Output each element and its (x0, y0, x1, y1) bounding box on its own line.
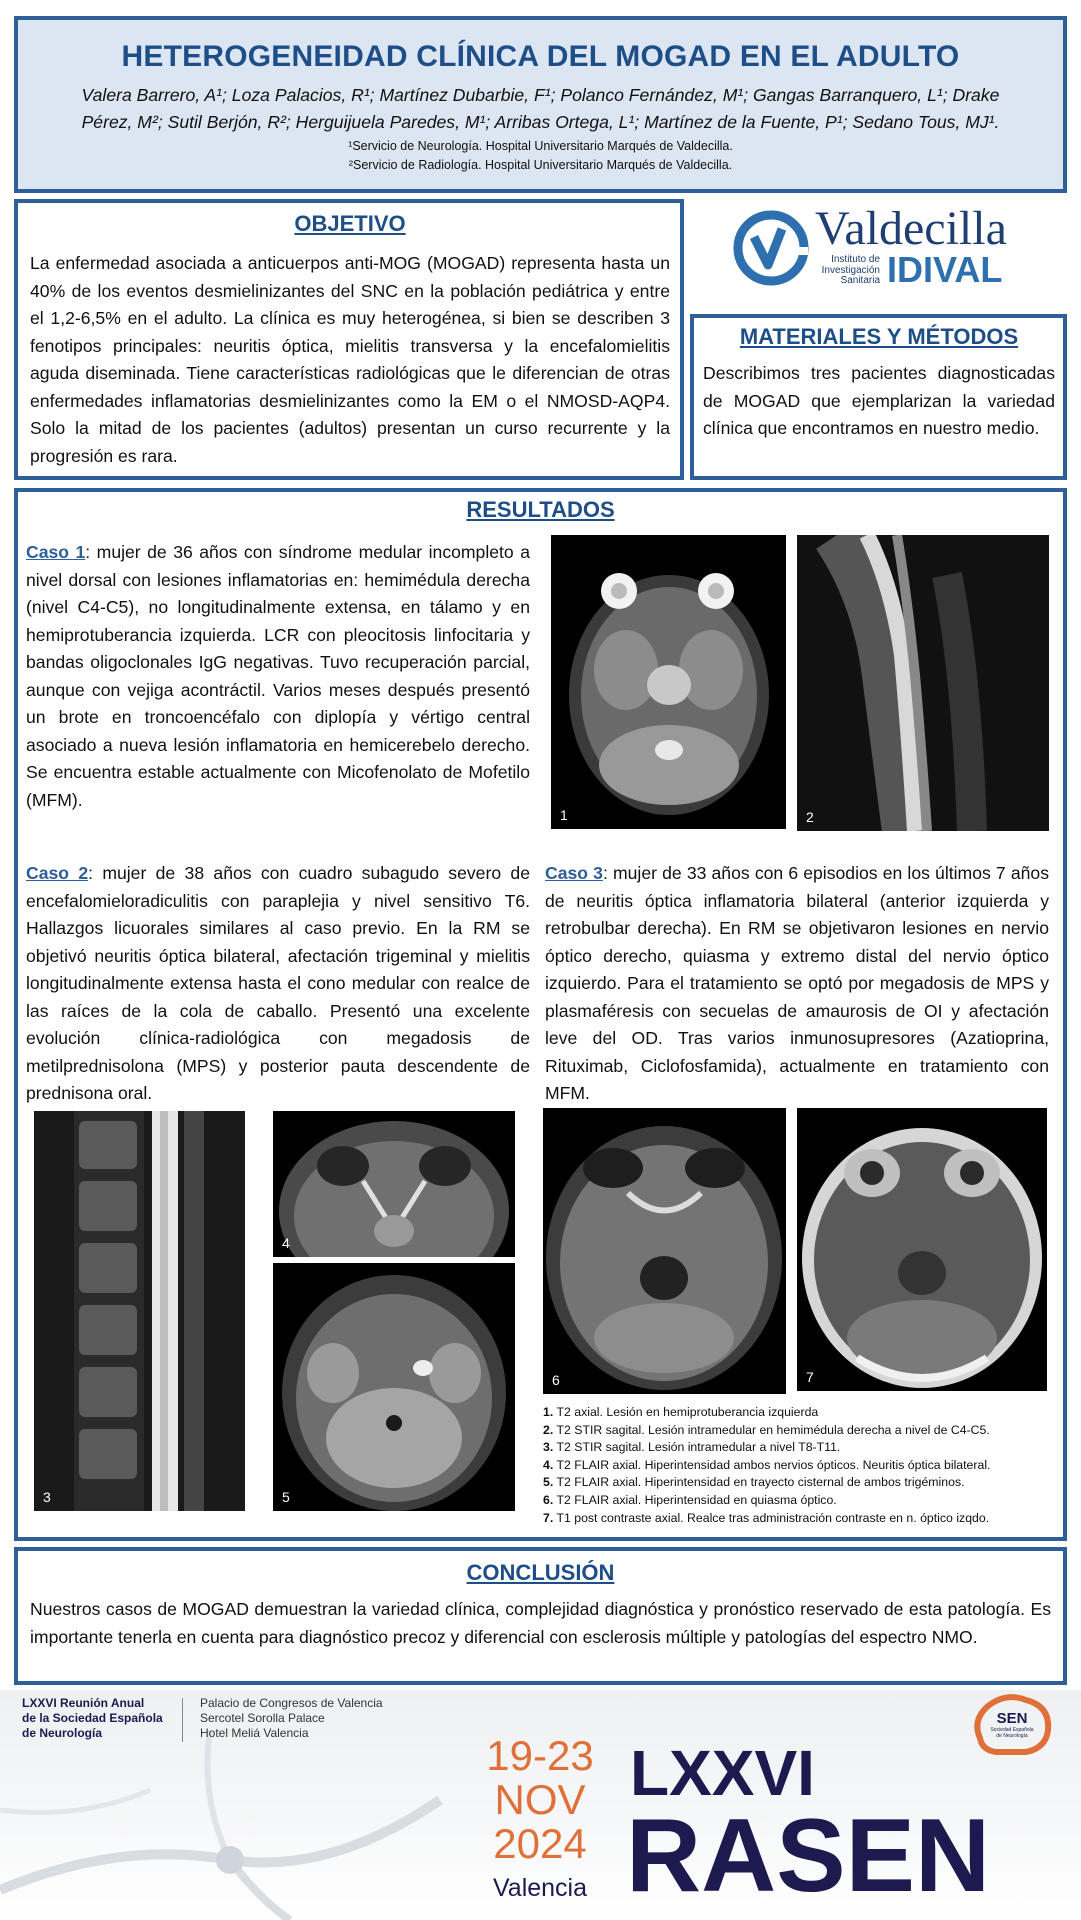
mri-image-5 (273, 1263, 515, 1511)
logo-name: Valdecilla (815, 202, 1007, 255)
image-number: 7 (806, 1369, 814, 1385)
congress-dates: 19-23 NOV 2024 (486, 1732, 594, 1867)
mri-axial-posterior-fossa-icon (273, 1263, 515, 1511)
caso1-label: Caso 1 (26, 542, 86, 562)
caption-6: 6. T2 FLAIR axial. Hiperintensidad en quiasma óptico. (543, 1492, 837, 1507)
affiliation-neurologia: ¹Servicio de Neurología. Hospital Universitario Marqués de Valdecilla. (348, 139, 733, 153)
sen-logo: SEN Sociedad Española de Neurología (966, 1690, 1058, 1760)
image-number: 1 (560, 807, 568, 823)
header-box (14, 16, 1067, 193)
caso1-text: Caso 1: mujer de 36 años con síndrome medular incompleto a nivel dorsal con lesiones inflamatorias en: hemimédula derecha (nivel C4-C5), no longitudinalmente extensa, en tálamo y en hemiprotuberancia izquierda. LCR con pleocitosis linfocitaria y bandas oligoclonales IgG negativas. Tuvo recuperación parcial, aunque con vejiga acontráctil. Varios meses después presentó un brote en troncoencéfalo con diplopía y vértigo central asociado a nueva lesión inflamatoria en hemicerebelo derecho. Se encuentra estable actualmente con Micofenolato de Mofetilo (MFM). (26, 542, 530, 810)
poster-title: HETEROGENEIDAD CLÍNICA DEL MOGAD EN EL ADULTO (121, 40, 960, 73)
objetivo-box (14, 199, 684, 480)
conclusion-box (14, 1547, 1067, 1685)
mri-image-6 (543, 1108, 786, 1394)
authors (18, 82, 1063, 136)
caption-5: 5. T2 FLAIR axial. Hiperintensidad en trayecto cisternal de ambos trigéminos. (543, 1475, 965, 1490)
materiales-title: MATERIALES Y MÉTODOS (739, 324, 1019, 349)
roman-edition: LXXVI (630, 1737, 815, 1809)
caption-3: 3. T2 STIR sagital. Lesión intramedular a nivel T8-T11. (543, 1440, 841, 1455)
conclusion-title: CONCLUSIÓN (466, 1560, 615, 1585)
mri-axial-orbits-icon (273, 1111, 515, 1257)
image-number: 5 (282, 1489, 290, 1505)
meeting-name: LXXVI Reunión Anual de la Sociedad Española de Neurología (22, 1696, 163, 1740)
mri-image-2 (797, 535, 1049, 831)
affiliations (18, 137, 1063, 175)
valdecilla-emblem-icon (730, 207, 812, 289)
conclusion-text: Nuestros casos de MOGAD demuestran la variedad clínica, complejidad diagnóstica y pronóstico reservado de esta patología. Es importante tenerla en cuenta para diagnóstico precoz y diferencial con esclerosis múltiple y patologías del espectro NMO. (30, 1599, 1051, 1647)
mri-image-4 (273, 1111, 515, 1257)
objetivo-title: OBJETIVO (294, 211, 406, 236)
image-number: 3 (43, 1489, 51, 1505)
authors-line-1: Valera Barrero, A¹; Loza Palacios, R¹; Martínez Dubarbie, F¹; Polanco Fernández, M¹; Gangas Barranquero, L¹; Drake (81, 85, 1000, 105)
mri-image-1 (551, 535, 786, 829)
image-number: 6 (552, 1372, 560, 1388)
caso2-label: Caso 2 (26, 863, 89, 883)
mri-axial-chiasm-icon (543, 1108, 786, 1394)
logo-brand: IDIVAL (887, 249, 1003, 290)
figure-captions (543, 1404, 1058, 1527)
materiales-text: Describimos tres pacientes diagnosticadas de MOGAD que ejemplarizan la variedad clínica que encontramos en nuestro medio. (703, 363, 1055, 438)
caso2-text: Caso 2: mujer de 38 años con cuadro subagudo severo de encefalomieloradiculitis con paraplejia y nivel sensitivo T6. Hallazgos licuorales similares al caso previo. En la RM se objetivó neuritis óptica bilateral, afectación trigeminal y mielitis longitudinalmente extensa hasta el cono medular con realce de las raíces de la cola de caballo. Presentó una excelente evolución clínica-radiológica con megadosis de metilprednisolona (MPS) y posterior pauta descendente de prednisona oral. (26, 863, 530, 1103)
mri-axial-t1-contrast-icon (797, 1108, 1047, 1391)
mri-image-3 (34, 1111, 245, 1511)
objetivo-text: La enfermedad asociada a anticuerpos anti-MOG (MOGAD) representa hasta un 40% de los eventos desmielinizantes del SNC en la población pediátrica y entre el 1,2-6,5% en el adulto. La clínica es muy heterogénea, si bien se describen 3 fenotipos principales: neuritis óptica, mielitis transversa y la encefalomielitis aguda diseminada. Tiene características radiológicas que le diferencian de otras enfermedades inflamatorias desmielinizantes como la EM o el NMOSD-AQP4. Solo la mitad de los pacientes (adultos) presentan un curso recurrente y la progresión es rara. (30, 253, 670, 466)
logo-subtitle: Instituto de Investigación Sanitaria (821, 254, 880, 286)
caso3-label: Caso 3 (545, 863, 603, 883)
congress-city: Valencia (492, 1874, 588, 1902)
image-number: 2 (806, 809, 814, 825)
mri-image-7 (797, 1108, 1047, 1391)
caption-4: 4. T2 FLAIR axial. Hiperintensidad ambos nervios ópticos. Neuritis óptica bilateral. (543, 1457, 991, 1472)
resultados-title: RESULTADOS (466, 497, 615, 522)
affiliation-radiologia: ²Servicio de Radiología. Hospital Universitario Marqués de Valdecilla. (348, 158, 733, 172)
caption-2: 2. T2 STIR sagital. Lesión intramedular en hemimédula derecha a nivel de C4-C5. (543, 1422, 990, 1437)
materiales-box (690, 314, 1067, 480)
authors-line-2: Pérez, M²; Sutil Berjón, R²; Herguijuela Paredes, M¹; Arribas Ortega, L¹; Martínez de la Fuente, P¹; Sedano Tous, MJ¹. (81, 112, 1000, 132)
mri-sagittal-cervical-icon (797, 535, 1049, 831)
banner-divider (182, 1698, 183, 1742)
congress-banner (0, 1690, 1081, 1920)
caption-7: 7. T1 post contraste axial. Realce tras administración contraste en n. óptico izqdo. (543, 1510, 990, 1525)
venues: Palacio de Congresos de Valencia Sercotel Sorolla Palace Hotel Meliá Valencia (200, 1696, 383, 1740)
valdecilla-logo (730, 202, 1030, 295)
caso3-text: Caso 3: mujer de 33 años con 6 episodios en los últimos 7 años de neuritis óptica inflamatoria bilateral (anterior izquierda y retrobulbar derecha). En RM se objetivaron lesiones en nervio óptico derecho, quiasma y extremo distal del nervio óptico izquierdo. Para el tratamiento se optó por megadosis de MPS y plasmaféresis con secuelas de amaurosis de OI y afectación leve del OD. Tras varios inmunosupresores (Azatioprina, Rituximab, Ciclofosfamida), actualmente en tratamiento con MFM. (545, 863, 1049, 1103)
mri-axial-brain-icon (551, 535, 786, 829)
image-number: 4 (282, 1235, 290, 1251)
rasen-logo: RASEN (626, 1798, 991, 1914)
caption-1: 1. T2 axial. Lesión en hemiprotuberancia izquierda (543, 1405, 819, 1419)
mri-sagittal-thoracic-icon (34, 1111, 245, 1511)
